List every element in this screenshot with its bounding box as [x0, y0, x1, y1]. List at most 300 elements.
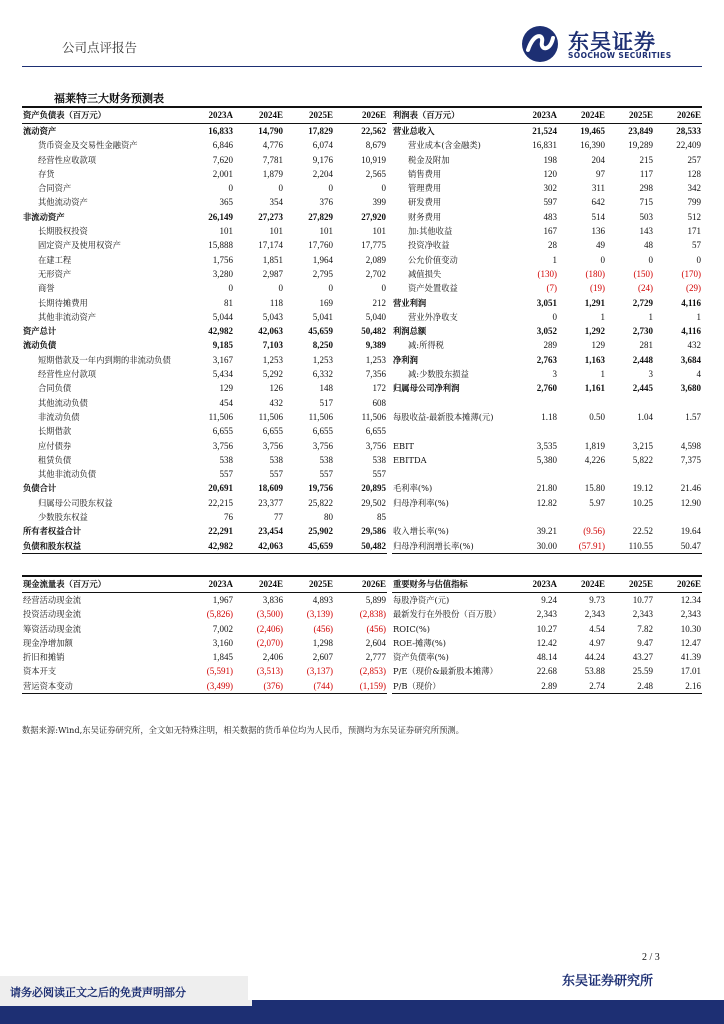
cell-value: 0: [228, 183, 233, 194]
row-label: 非流动资产: [23, 211, 65, 222]
row-label: 流动负债: [23, 340, 57, 351]
cell-value: 0: [328, 183, 333, 194]
cell-value: 5,434: [212, 369, 233, 380]
cell-value: 19.12: [632, 483, 653, 494]
table-row: [22, 607, 387, 621]
table-row: [22, 367, 387, 381]
cell-value: 45,659: [308, 326, 333, 337]
cell-value: 0: [381, 183, 386, 194]
table-row: [22, 636, 387, 650]
cell-value: 5,043: [262, 311, 283, 322]
cell-value: (2,838): [359, 609, 386, 620]
ratios-header-row: [392, 577, 702, 593]
table-row: [392, 410, 702, 424]
table-row: [392, 181, 702, 195]
cell-value: 3,756: [262, 440, 283, 451]
cell-value: 2,001: [212, 168, 233, 179]
cell-value: 3,684: [680, 354, 701, 365]
cell-value: 171: [687, 226, 701, 237]
cell-value: 1,298: [312, 637, 333, 648]
table-row: [22, 210, 387, 224]
cell-value: 7,781: [262, 154, 283, 165]
cell-value: [654, 424, 702, 438]
cell-value: 399: [372, 197, 386, 208]
table-row: [392, 664, 702, 678]
cell-value: 21.46: [680, 483, 701, 494]
row-label: 所有者权益合计: [23, 526, 82, 537]
row-label: 其他流动负债: [38, 397, 88, 408]
cell-value: 1,253: [365, 354, 386, 365]
cell-value: 9.73: [589, 595, 605, 605]
cell-value: 128: [687, 168, 701, 179]
row-label: 减:所得税: [408, 340, 444, 351]
row-label: 销售费用: [408, 168, 442, 179]
cell-value: 514: [591, 211, 605, 222]
year-header: 2026E: [654, 577, 702, 593]
cell-value: 39.21: [536, 526, 557, 537]
row-label: 投资净收益: [408, 240, 450, 251]
row-label: 负债和股东权益: [22, 539, 184, 554]
cell-value: 19,756: [308, 483, 333, 494]
table-row: [392, 138, 702, 152]
table-row: [22, 181, 387, 195]
cell-value: 3,052: [536, 326, 557, 337]
table-row: [392, 636, 702, 650]
cell-value: 129: [219, 383, 233, 394]
table-row: [392, 267, 702, 281]
year-header: 2025E: [606, 108, 654, 124]
row-label: 在建工程: [38, 254, 72, 265]
cell-value: 1,253: [312, 354, 333, 365]
cell-value: 257: [687, 154, 701, 165]
cell-value: 557: [219, 469, 233, 480]
cell-value: (456): [366, 623, 386, 634]
cell-value: 2,729: [632, 297, 653, 308]
cell-value: 5.97: [589, 497, 605, 508]
cell-value: 3,756: [365, 440, 386, 451]
cell-value: (29): [686, 283, 701, 294]
cell-value: 42,982: [184, 539, 234, 554]
table-row: [22, 253, 387, 267]
cell-value: 4.97: [589, 637, 605, 648]
cell-value: 0: [600, 254, 605, 265]
cell-value: 10,919: [361, 154, 386, 165]
cell-value: 23,377: [258, 497, 283, 508]
cell-value: 101: [219, 226, 233, 237]
cell-value: (3,499): [184, 679, 234, 694]
table-row: [22, 224, 387, 238]
cell-value: 2,795: [312, 268, 333, 279]
cell-value: 15,888: [208, 240, 233, 251]
table-row: [392, 424, 702, 438]
cell-value: 4,598: [680, 440, 701, 451]
cell-value: (19): [590, 283, 605, 294]
cell-value: 42,063: [258, 326, 283, 337]
year-header: 2025E: [284, 108, 334, 124]
table-row: [22, 281, 387, 295]
cell-value: 26,149: [208, 211, 233, 222]
cell-value: 11,506: [308, 411, 333, 422]
income-header-row: [392, 108, 702, 124]
cell-value: 42,982: [208, 326, 233, 337]
table-row: [392, 338, 702, 352]
table-row: [392, 353, 702, 367]
cell-value: 48.14: [536, 652, 557, 663]
cashflow-table: [22, 577, 387, 694]
cell-value: 17,775: [361, 240, 386, 251]
cell-value: 1,756: [212, 254, 233, 265]
table-row: [392, 224, 702, 238]
row-label: [392, 396, 510, 410]
cell-value: 7,103: [262, 340, 283, 351]
cell-value: (24): [638, 283, 653, 294]
table-row: [392, 253, 702, 267]
cell-value: (57.91): [558, 539, 606, 554]
row-label: 存货: [38, 168, 55, 179]
income-statement-table: [392, 108, 702, 554]
cell-value: [606, 396, 654, 410]
cell-value: 15.80: [584, 483, 605, 494]
cell-value: 11,506: [258, 411, 283, 422]
row-label: 无形资产: [38, 268, 72, 279]
cell-value: 7.82: [637, 623, 653, 634]
cell-value: 1,161: [584, 383, 605, 394]
cashflow-header-row: [22, 577, 387, 593]
cell-value: 1.57: [685, 411, 701, 422]
cell-value: 215: [639, 154, 653, 165]
row-label: 租赁负债: [38, 454, 72, 465]
row-label: 流动资产: [23, 126, 57, 136]
row-label: EBIT: [393, 440, 414, 451]
row-label: 公允价值变动: [408, 254, 458, 265]
row-label: 资产处置收益: [408, 283, 458, 294]
cell-value: 2,343: [680, 609, 701, 620]
cell-value: 1,292: [584, 326, 605, 337]
table-row: [22, 338, 387, 352]
cell-value: 136: [591, 226, 605, 237]
table-row: [22, 238, 387, 252]
table-row: [22, 381, 387, 395]
table-row: [392, 210, 702, 224]
cell-value: [510, 396, 558, 410]
cell-value: (3,513): [256, 666, 283, 677]
income-title: 利润表（百万元）: [392, 108, 510, 124]
cell-value: 8,250: [312, 340, 333, 351]
cell-value: 204: [591, 154, 605, 165]
row-label: 合同负债: [38, 383, 72, 394]
cell-value: (1,159): [334, 679, 387, 694]
row-label: 收入增长率(%): [393, 526, 449, 537]
cell-value: 3,756: [212, 440, 233, 451]
cell-value: 1: [648, 311, 653, 322]
cell-value: 10.27: [536, 623, 557, 634]
cell-value: [558, 396, 606, 410]
cell-value: (170): [681, 268, 701, 279]
cell-value: 6,655: [212, 426, 233, 437]
row-label: 短期借款及一年内到期的非流动负债: [38, 354, 171, 365]
cell-value: 2,604: [365, 637, 386, 648]
cell-value: 126: [269, 383, 283, 394]
header-divider: [22, 66, 702, 67]
cell-value: 1: [552, 254, 557, 265]
cell-value: 28,533: [676, 126, 701, 136]
cell-value: 2,343: [584, 609, 605, 620]
table-row: [392, 124, 702, 139]
cell-value: 14,790: [258, 126, 283, 136]
row-label: 资本开支: [23, 666, 57, 677]
cell-value: 19,289: [628, 140, 653, 151]
cell-value: 10.30: [680, 623, 701, 634]
cell-value: (180): [585, 268, 605, 279]
row-label: 资产总计: [23, 326, 57, 337]
cell-value: 4.54: [589, 623, 605, 634]
table-row: [392, 496, 702, 510]
year-header: 2026E: [654, 108, 702, 124]
cell-value: 4,776: [262, 140, 283, 151]
row-label: 货币资金及交易性金融资产: [38, 140, 138, 151]
table-row: [392, 622, 702, 636]
cell-value: 117: [639, 168, 653, 179]
table-row: [392, 481, 702, 495]
cell-value: 3,756: [312, 440, 333, 451]
cell-value: 2,089: [365, 254, 386, 265]
cell-value: 799: [687, 197, 701, 208]
cell-value: 17.01: [680, 666, 701, 677]
row-label: 筹资活动现金流: [23, 623, 82, 634]
row-label: 经营性应付款项: [38, 369, 97, 380]
cell-value: 9.47: [637, 637, 653, 648]
cell-value: 50.47: [654, 539, 702, 554]
cell-value: 2,343: [536, 609, 557, 620]
cell-value: 5,044: [212, 311, 233, 322]
cell-value: 29,586: [361, 526, 386, 537]
cell-value: 608: [372, 397, 386, 408]
year-header: 2023A: [184, 108, 234, 124]
cell-value: 1: [696, 311, 701, 322]
cell-value: 20,691: [208, 483, 233, 494]
cell-value: 1: [600, 369, 605, 380]
row-label: 研发费用: [408, 197, 442, 208]
cell-value: 365: [219, 197, 233, 208]
row-label: 归母净利率(%): [393, 497, 449, 508]
cell-value: 2,565: [365, 168, 386, 179]
cell-value: 97: [596, 168, 605, 179]
cell-value: 2,204: [312, 168, 333, 179]
cell-value: 27,273: [258, 211, 283, 222]
row-label: 固定资产及使用权资产: [38, 240, 121, 251]
cell-value: 23,849: [628, 126, 653, 136]
cell-value: 20,895: [361, 483, 386, 494]
cell-value: 12.42: [536, 637, 557, 648]
cell-value: 2.48: [606, 679, 654, 694]
cell-value: 8,679: [365, 140, 386, 151]
cell-value: 10.77: [632, 595, 653, 605]
cell-value: 0: [278, 183, 283, 194]
cell-value: 0.50: [589, 411, 605, 422]
row-label: P/E（现价&最新股本摊薄）: [393, 666, 498, 677]
table-row: [22, 310, 387, 324]
cell-value: 4,116: [681, 326, 701, 337]
cell-value: 0: [381, 283, 386, 294]
table-row: [22, 679, 387, 694]
cell-value: (7): [546, 283, 557, 294]
table-row: [392, 510, 702, 524]
cell-value: 1.18: [541, 411, 557, 422]
footer-bar-notch: [0, 1000, 252, 1006]
cell-value: 7,002: [212, 623, 233, 634]
cell-value: 17,829: [308, 126, 333, 136]
cell-value: 1,851: [262, 254, 283, 265]
table-row: [22, 396, 387, 410]
cell-value: 21,524: [532, 126, 557, 136]
cell-value: 557: [319, 469, 333, 480]
row-label: 减:少数股东损益: [408, 369, 469, 380]
cell-value: 7,375: [680, 454, 701, 465]
table-row: [392, 650, 702, 664]
row-label: 经营活动现金流: [23, 595, 82, 605]
cell-value: 7,356: [365, 369, 386, 380]
cell-value: 342: [687, 183, 701, 194]
cell-value: 101: [319, 226, 333, 237]
row-label: [392, 467, 510, 481]
cell-value: 22,291: [208, 526, 233, 537]
cell-value: 25,902: [308, 526, 333, 537]
cell-value: 557: [372, 469, 386, 480]
table-row: [392, 524, 702, 538]
cell-value: 3: [552, 369, 557, 380]
cell-value: 5,292: [262, 369, 283, 380]
cell-value: 376: [319, 197, 333, 208]
table-row: [22, 439, 387, 453]
table-row: [22, 324, 387, 338]
row-label: [392, 424, 510, 438]
cell-value: 9.24: [541, 595, 557, 605]
cell-value: 212: [372, 297, 386, 308]
cell-value: (150): [633, 268, 653, 279]
cell-value: 42,063: [234, 539, 284, 554]
cell-value: 148: [319, 383, 333, 394]
cell-value: 5,040: [365, 311, 386, 322]
table-row: [22, 510, 387, 524]
page-title: 福莱特三大财务预测表: [54, 92, 164, 105]
row-label: ROIC(%): [393, 623, 431, 634]
year-header: 2024E: [558, 577, 606, 593]
row-label: 其他非流动负债: [38, 469, 97, 480]
table-row: [22, 296, 387, 310]
cell-value: 44.24: [584, 652, 605, 663]
cell-value: 80: [324, 512, 333, 523]
cell-value: 18,609: [258, 483, 283, 494]
year-header: 2024E: [558, 108, 606, 124]
cell-value: 503: [639, 211, 653, 222]
cell-value: 1,163: [584, 354, 605, 365]
cell-value: 557: [269, 469, 283, 480]
cell-value: 57: [692, 240, 701, 251]
cell-value: 2,987: [262, 268, 283, 279]
cell-value: 2,445: [632, 383, 653, 394]
row-label: 资产负债率(%): [393, 652, 449, 663]
cell-value: 22,215: [208, 497, 233, 508]
cell-value: 5,041: [312, 311, 333, 322]
cell-value: 22,409: [676, 140, 701, 151]
table-row: [22, 539, 387, 554]
cell-value: 3,160: [212, 637, 233, 648]
cell-value: 1: [600, 311, 605, 322]
year-header: 2025E: [606, 577, 654, 593]
table-row: [392, 381, 702, 395]
cell-value: [606, 424, 654, 438]
cell-value: 50,482: [334, 539, 387, 554]
table-row: [392, 679, 702, 694]
cell-value: 2.89: [510, 679, 558, 694]
cell-value: (5,826): [206, 609, 233, 620]
row-label: 商誉: [38, 283, 55, 294]
table-row: [392, 396, 702, 410]
cell-value: 118: [269, 297, 283, 308]
cell-value: 4: [696, 369, 701, 380]
cell-value: [654, 396, 702, 410]
year-header: 2023A: [184, 577, 234, 593]
cell-value: [558, 510, 606, 524]
row-label: 营运资本变动: [22, 679, 184, 694]
table-row: [392, 167, 702, 181]
cell-value: 715: [639, 197, 653, 208]
cell-value: 642: [591, 197, 605, 208]
cell-value: 597: [543, 197, 557, 208]
logo-text-cn: 东吴证券: [568, 30, 656, 54]
cell-value: 483: [543, 211, 557, 222]
cell-value: 169: [319, 297, 333, 308]
cell-value: 3,280: [212, 268, 233, 279]
cell-value: 0: [278, 283, 283, 294]
cell-value: 1,291: [584, 297, 605, 308]
cell-value: 354: [269, 197, 283, 208]
row-label: EBITDA: [393, 454, 427, 465]
cell-value: 30.00: [510, 539, 558, 554]
table-row: [392, 439, 702, 453]
table-row: [22, 410, 387, 424]
cell-value: 0: [648, 254, 653, 265]
cell-value: [510, 424, 558, 438]
cell-value: 2.16: [654, 679, 702, 694]
cell-value: [558, 424, 606, 438]
cell-value: [510, 510, 558, 524]
row-label: 税金及附加: [408, 154, 450, 165]
cell-value: 2,448: [632, 354, 653, 365]
table-row: [22, 593, 387, 608]
cell-value: 21.80: [536, 483, 557, 494]
row-label: 少数股东权益: [38, 512, 88, 523]
cell-value: 2,777: [365, 652, 386, 663]
cell-value: 53.88: [584, 666, 605, 677]
cell-value: 5,899: [365, 595, 386, 605]
table-row: [392, 607, 702, 621]
cell-value: 12.90: [680, 497, 701, 508]
row-label: 投资活动现金流: [23, 609, 82, 620]
cell-value: (9.56): [583, 526, 605, 537]
cell-value: 3: [648, 369, 653, 380]
cell-value: [606, 467, 654, 481]
report-type: 公司点评报告: [62, 40, 138, 55]
cell-value: 6,074: [312, 140, 333, 151]
cell-value: 3,215: [632, 440, 653, 451]
cell-value: 16,833: [208, 126, 233, 136]
cell-value: 2,343: [632, 609, 653, 620]
cell-value: 11,506: [208, 411, 233, 422]
cell-value: 302: [543, 183, 557, 194]
cell-value: 43.27: [632, 652, 653, 663]
row-label: 加:其他收益: [408, 226, 453, 237]
